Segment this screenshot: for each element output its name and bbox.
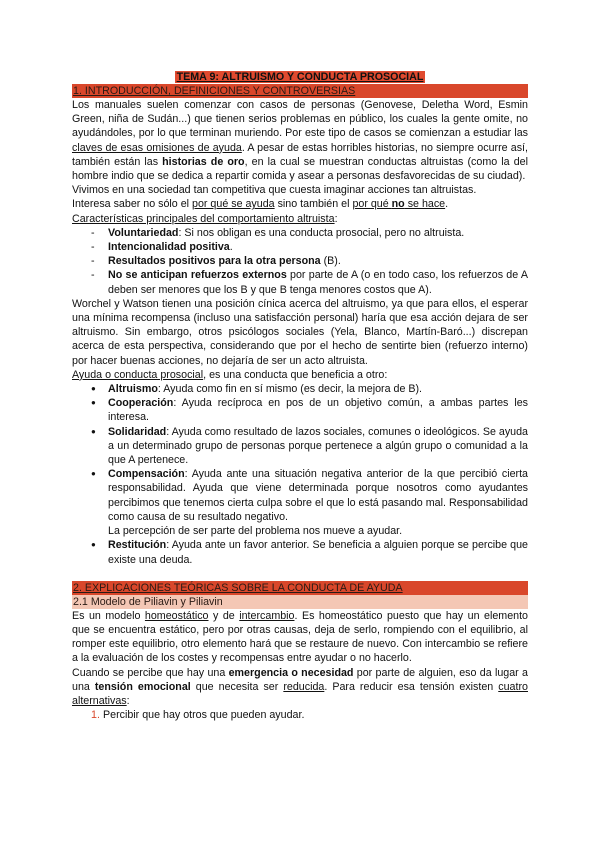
worchel-paragraph: Worchel y Watson tienen una posición cínica acerca del altruismo, ya que para ellos, el esperar una mínima recompensa (incluso una satisfacción personal) haría que esa acción dejara de ser altruismo. Sin embargo, otros psicólogos sociales (Yela, Blanco, Martín-Baró...) discrepan acerca de esta perspectiva, considerando que por el hecho de sentirte bien (refuerzo interno) por hacer buenas acciones, no dejaría de ser un acto altruista. <box>72 297 528 367</box>
list-item: - Intencionalidad positiva. <box>91 240 528 254</box>
why-help-paragraph: Interesa saber no sólo el por qué se ayuda sino también el por qué no se hace. <box>72 198 449 211</box>
section-2-heading: 2. EXPLICACIONES TEÓRICAS SOBRE LA CONDUCTA DE AYUDA <box>72 581 528 595</box>
society-paragraph: Vivimos en una sociedad tan competitiva que cuesta imaginar acciones tan altruistas. <box>72 184 477 197</box>
compensation-note: La percepción de ser parte del problema nos mueve a ayudar. <box>108 525 403 538</box>
intro-paragraph: Los manuales suelen comenzar con casos de personas (Genovese, Deletha Word, Esmin Green, niña de Sudán...) que tienen serios problemas en público, los cuales la gente omite, no ayudándoles, por lo que terminan muriendo. Por este tipo de casos se comienzan a estudiar las claves de esas omisiones de ayuda. A pesar de estas horribles historias, no siempre ocurre así, también están las historias de oro, en la cual se muestran conductas altruistas (como la del hombre indio que se dedica a repartir comida y asear a personas desfavorecidas de su ciudad). <box>72 99 529 183</box>
subsection-2-1-heading: 2.1 Modelo de Piliavin y Piliavin <box>72 595 528 609</box>
emergency-paragraph: Cuando se percibe que hay una emergencia o necesidad por parte de alguien, eso da lugar a una tensión emocional que necesita ser reducida. Para reducir esa tensión existen cuatro alternativas: <box>72 666 528 707</box>
list-item: ● Cooperación: Ayuda recíproca en pos de un objetivo común, a ambas partes les interesa. <box>91 396 528 424</box>
list-item: ● Solidaridad: Ayuda como resultado de lazos sociales, comunes o ideológicos. Se ayuda a un determinado grupo de personas porque pertenece a algún grupo o comunidad a la que A pertenece. <box>91 425 528 468</box>
list-item: ● Compensación: Ayuda ante una situación negativa anterior de la que percibió cierta responsabilidad. Ayuda que viene determinada porque nosotros como ayudantes percibimos que tenemos cierta culpa sobre el que lo está pasando mal. Responsabilidad como causa de su resultado negativo. <box>91 467 528 524</box>
section-1-heading: 1. INTRODUCCIÓN, DEFINICIONES Y CONTROVERSIAS <box>72 84 528 98</box>
features-list <box>72 226 528 297</box>
prosocial-definition: Ayuda o conducta prosocial, es una conducta que beneficia a otro: <box>72 368 388 381</box>
list-item: ● Restitución: Ayuda ante un favor anterior. Se beneficia a alguien porque se percibe que existe una deuda. <box>91 538 528 566</box>
document-page <box>72 70 528 722</box>
alternatives-list <box>72 708 528 722</box>
features-heading: Características principales del comportamiento altruista: <box>72 212 338 225</box>
list-item: - Resultados positivos para la otra persona (B). <box>91 254 528 268</box>
help-types-list-continued <box>72 538 528 566</box>
list-item: - No se anticipan refuerzos externos por parte de A (o en todo caso, los refuerzos de A deben ser menores que los B y que B tenga menores costos que A). <box>91 268 528 296</box>
list-item: ● Altruismo: Ayuda como fin en sí mismo (es decir, la mejora de B). <box>91 382 528 396</box>
model-paragraph: Es un modelo homeostático y de intercambio. Es homeostático puesto que hay un elemento que se encuentra estático, pero por otras causas, deja de serlo, rompiendo con el equilibrio, al romper este equilibrio, otro elemento hará que se restaure de nuevo. Con intercambio se refiere a la evaluación de los costes y recompensas entre ayudar o no hacerlo. <box>72 609 528 665</box>
list-item: 1. Percibir que hay otros que pueden ayudar. <box>91 709 305 722</box>
list-item: - Voluntariedad: Si nos obligan es una conducta prosocial, pero no altruista. <box>91 226 528 240</box>
document-title: TEMA 9: ALTRUISMO Y CONDUCTA PROSOCIAL <box>176 71 424 83</box>
help-types-list <box>72 382 528 524</box>
